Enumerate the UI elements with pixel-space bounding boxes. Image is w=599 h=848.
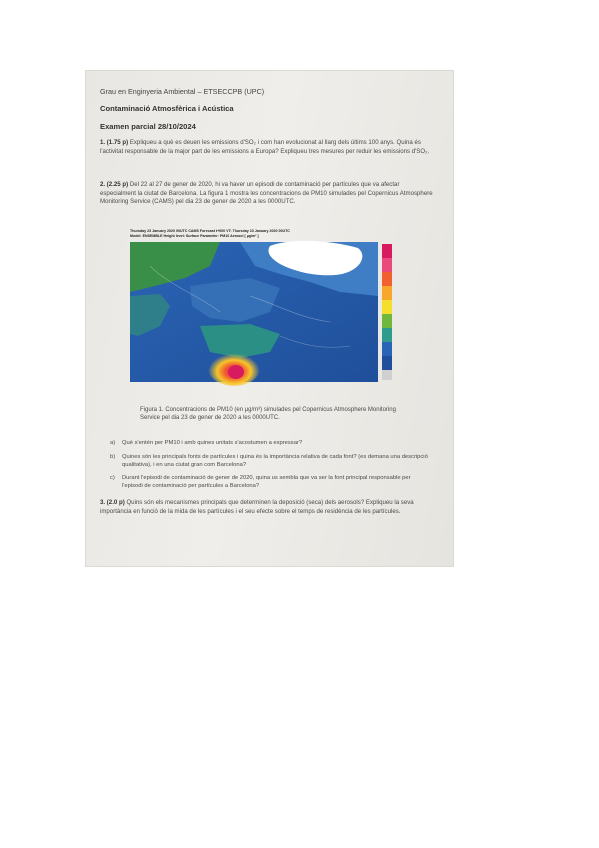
exam-photo (86, 71, 453, 566)
question-3-text: Quins són els mecanismes principals que determinen la deposició (seca) dels aerosols? Expliqueu la seva importància en funció de la mida de les partícules i el seu efecte sobre el temps de residència de les partícules. (100, 499, 414, 515)
map-legend (382, 244, 392, 380)
map-title-line-2: Model: ENSEMBLE Height level: Surface Parameter: PM10 Aerosol [ µg/m³ ] (130, 234, 259, 238)
pm10-map-figure (130, 226, 402, 396)
map-panel (130, 241, 378, 386)
question-2-text: Del 22 al 27 de gener de 2020, hi va haver un episodi de contaminació per partícules que va afectar especialment la ciutat de Barcelona. La figura 1 mostra les concentracions de PM10 simulades pel Copernicus Atmosphere Monitoring Service (CAMS) pel dia 23 de gener de 2020 a les 0000UTC. (100, 181, 433, 206)
question-1-text: Expliqueu a què es deuen les emissions d'SO₂ i com han evolucionat al llarg dels últims 100 anys. Quina és l'activitat responsable de la major part de les emissions a Europa? Expliqueu tres mesures per reduir les emissions d'SO₂. (100, 139, 430, 155)
question-2-number: 2. (2.25 p) (100, 181, 129, 188)
sub-question-a (110, 439, 430, 447)
question-2 (100, 181, 436, 207)
sub-question-c (110, 474, 430, 491)
sub-question-b-text: Quines són les principals fonts de partícules i quina és la importància relativa de cada font? (es demana una descripció qualitativa), i en una ciutat gran com Barcelona? (122, 454, 428, 469)
sub-question-a-label: a) (110, 440, 116, 446)
sub-question-b (110, 453, 430, 470)
course-title: Contaminació Atmosfèrica i Acústica (100, 104, 234, 113)
program-line: Grau en Enginyeria Ambiental – ETSECCPB (UPC) (100, 87, 265, 96)
sub-question-b-label: b) (110, 454, 116, 460)
map-title-line-1: Thursday 23 January 2020 00UTC CAMS Forecast t+000 VT: Thursday 23 January 2020 00UTC (130, 229, 290, 233)
question-1-number: 1. (1.75 p) (100, 139, 129, 146)
sub-question-a-text: Què s'entén per PM10 i amb quines unitats s'acostumen a expressar? (122, 440, 303, 446)
figure-caption: Figura 1. Concentracions de PM10 (en µg/m³) simulades pel Copernicus Atmosphere Monitoring Service pel dia 23 de gener de 2020 a les 0000UTC. (140, 407, 396, 422)
question-3 (100, 499, 436, 516)
question-3-number: 3. (2.0 p) (100, 499, 125, 506)
question-1 (100, 139, 436, 156)
pollution-core (228, 365, 244, 379)
exam-title: Examen parcial 28/10/2024 (100, 122, 196, 131)
sub-question-c-label: c) (110, 475, 115, 481)
sub-question-c-text: Durant l'episodi de contaminació de gener de 2020, quina us sembla que va ser la font principal responsable per l'episodi de contaminació per partícules a Barcelona? (122, 475, 411, 490)
